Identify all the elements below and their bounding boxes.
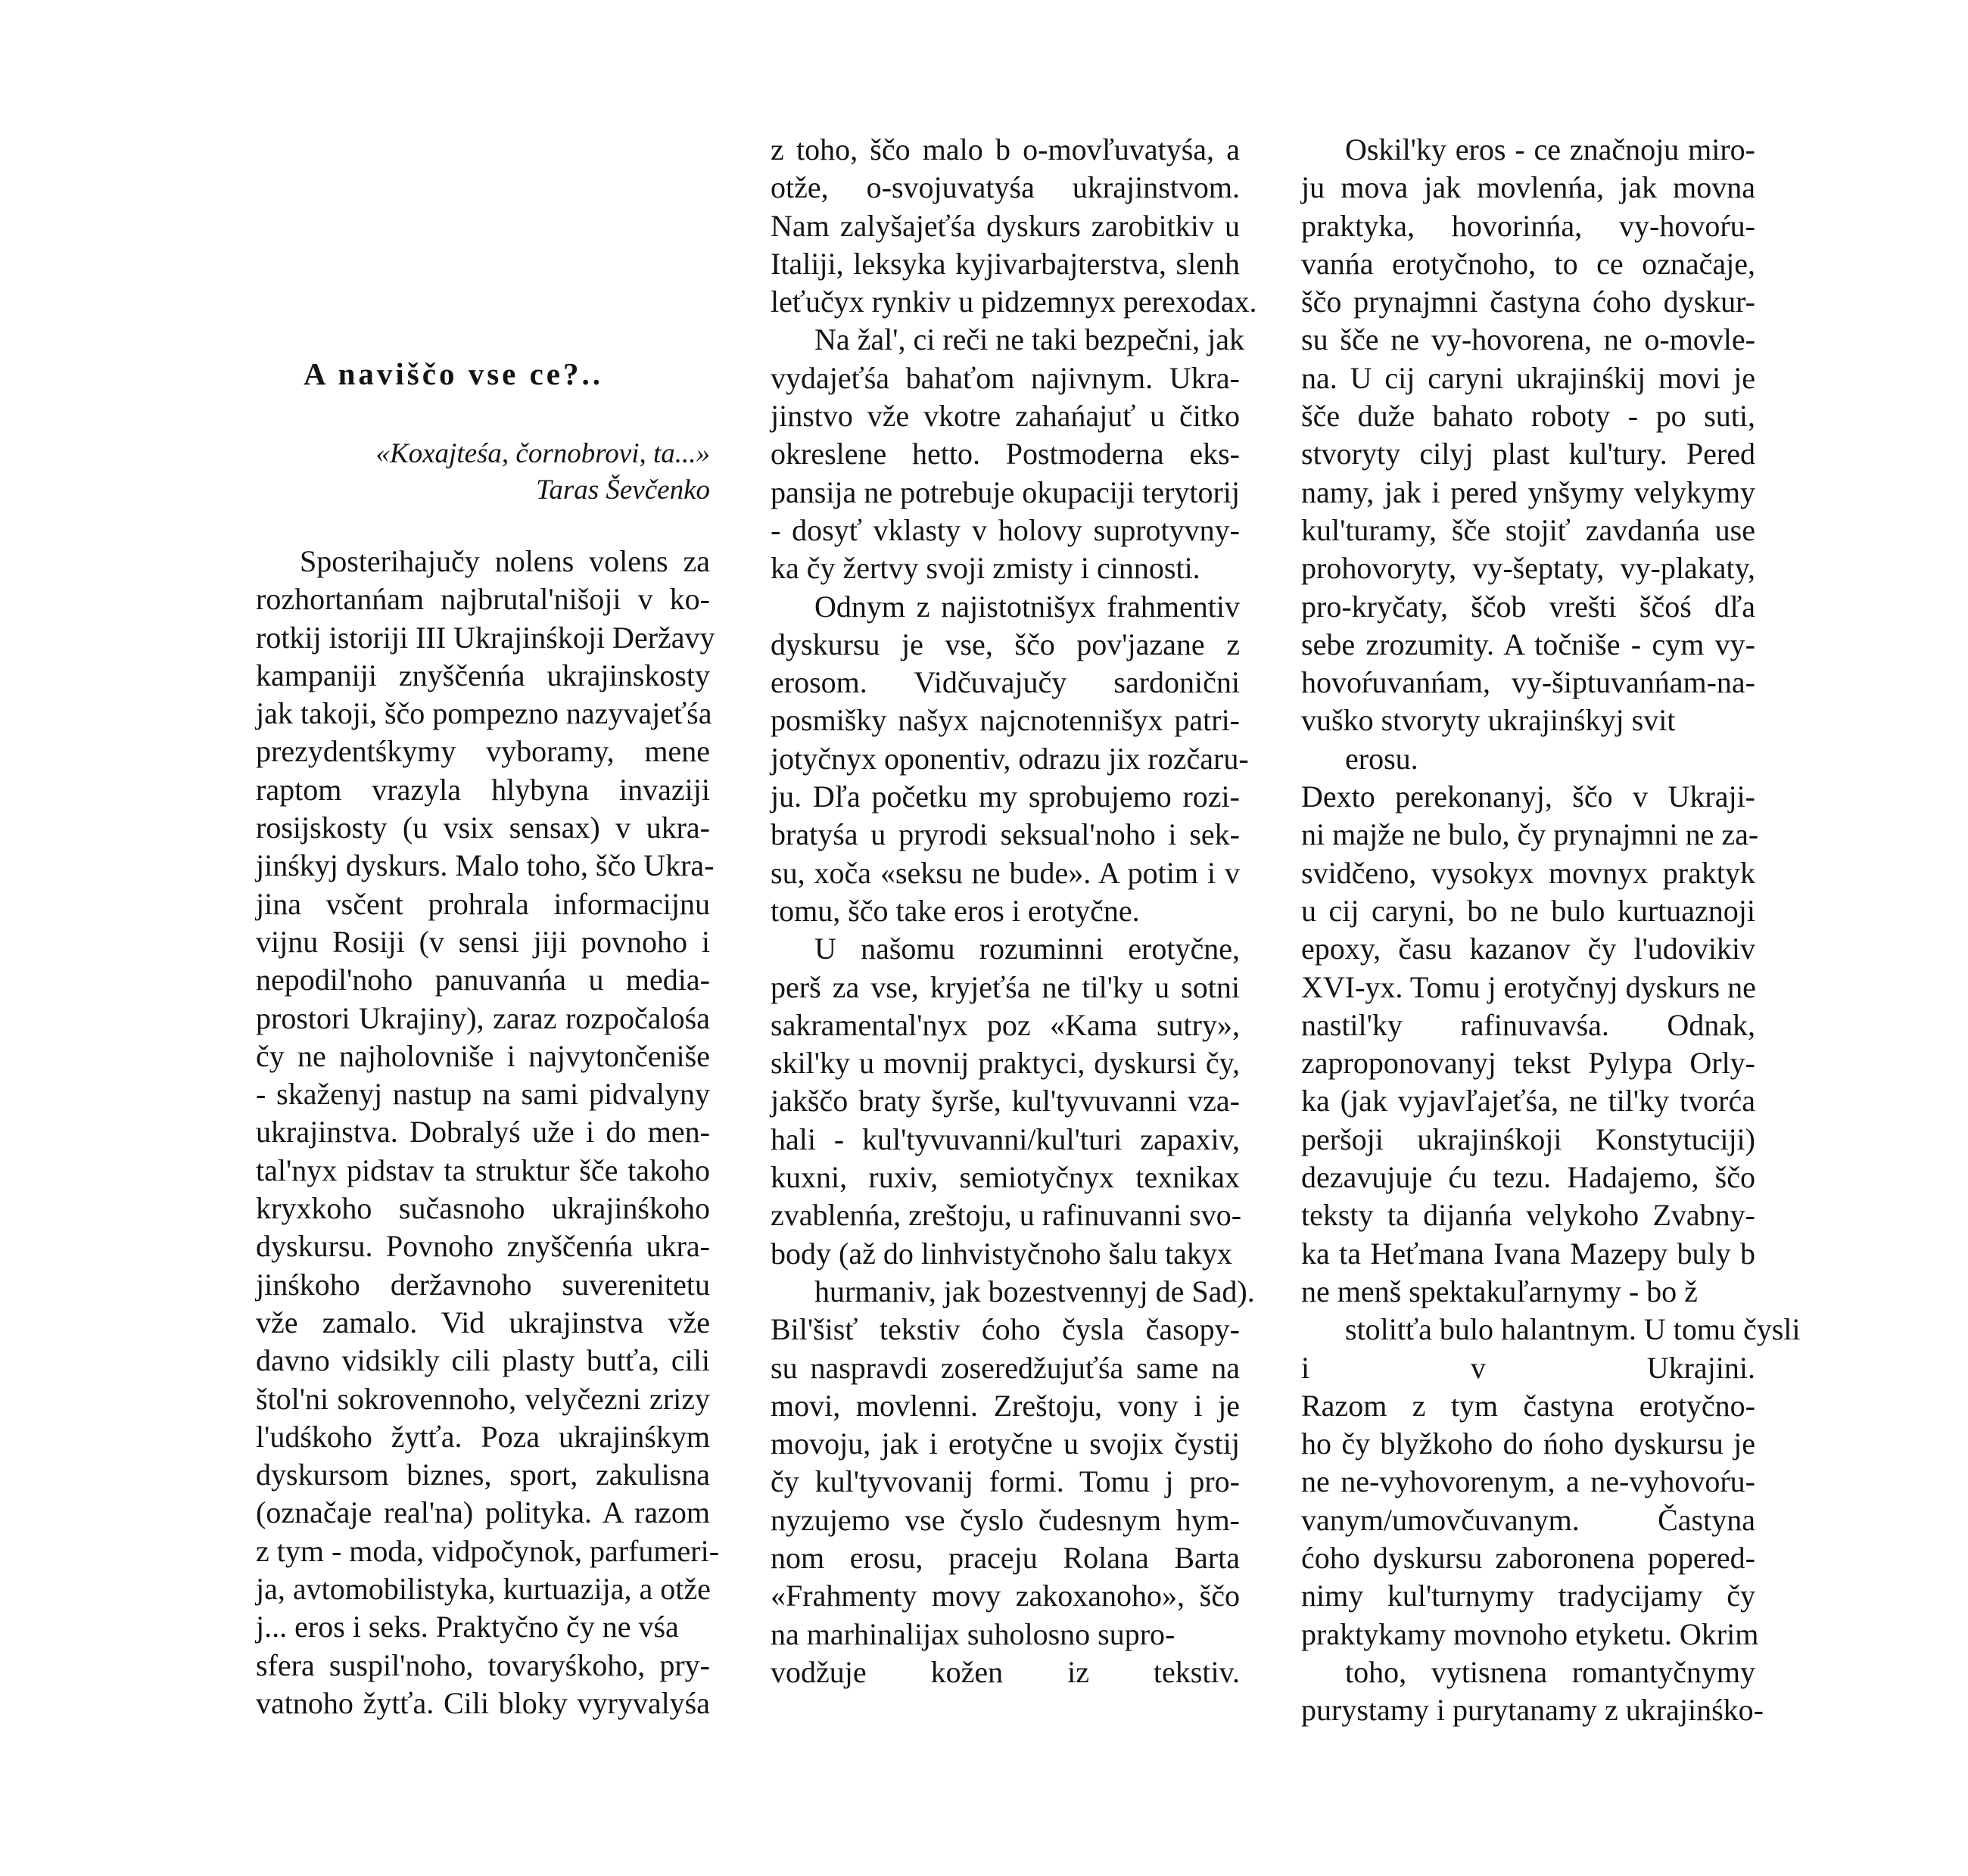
text-line: j... eros i seks. Praktyčno čy ne vśa	[256, 1610, 679, 1644]
text-line: pansija ne potrebuje okupaciji terytorij	[771, 474, 1240, 509]
text-column-3	[1301, 131, 1801, 1729]
text-line: posmišky našyx najcnotennišyx patri-	[771, 703, 1240, 738]
text-line: štol'ni sokrovennoho, velyčezni zrizy	[256, 1381, 710, 1416]
text-line: peršoji ukrajinśkoji Konstytuciji)	[1301, 1122, 1755, 1156]
text-line: zaproponovanyj tekst Pylypa Orly-	[1301, 1046, 1755, 1081]
text-line: sfera suspil'noho, tovaryśkoho, pry-	[256, 1647, 710, 1682]
text-line: vodžuje kožen iz tekstiv.	[771, 1654, 1240, 1689]
text-line: perš za vse, kryjeťśa ne til'ky u sotni	[771, 969, 1240, 1004]
text-line: ćoho dyskursu zaboronena popered-	[1301, 1540, 1755, 1575]
text-line: jakščo braty šyrše, kul'tyvuvanni vza-	[771, 1084, 1240, 1118]
text-line: toho, vytisnena romantyčnymy	[1345, 1654, 1755, 1689]
text-line: vanńa erotyčnoho, to ce označaje,	[1301, 246, 1755, 281]
text-line: rotkij istoriji III Ukrajinśkoji Deržavy	[256, 620, 715, 655]
text-line: ho čy blyžkoho do ńoho dyskursu je	[1301, 1426, 1755, 1461]
text-line: vanym/umovčuvanym. Častyna	[1301, 1502, 1755, 1537]
text-line: šče duže bahato roboty - po suti,	[1301, 399, 1755, 434]
text-line: (označaje real'na) polityka. A razom	[256, 1495, 710, 1530]
text-line: prezydentśkymy vyboramy, mene	[256, 734, 710, 769]
text-column-2	[771, 131, 1257, 1691]
text-line: hovoŕuvanńam, vy-šiptuvanńam-na-	[1301, 665, 1755, 700]
text-line: teksty ta dijanńa velykoho Zvabny-	[1301, 1198, 1755, 1233]
text-line: sebe zrozumity. A točniše - cym vy-	[1301, 627, 1755, 661]
text-line: zvablenńa, zreštoju, u rafinuvanni svo-	[771, 1198, 1242, 1233]
text-line: kampaniji znyščenńa ukrajinskosty	[256, 658, 710, 692]
text-line: namy, jak i pered ynšymy velykymy	[1301, 474, 1755, 509]
text-line: u cij caryni, bo ne bulo kurtuaznoji	[1301, 893, 1755, 928]
text-line: nom erosu, praceju Rolana Barta	[771, 1540, 1240, 1575]
text-line: kuxni, ruxiv, semiotyčnyx texnikax	[771, 1160, 1240, 1195]
text-line: rosijskosty (u vsix sensax) v ukra-	[256, 810, 710, 845]
text-line: pro-kryčaty, ščob vrešti ščoś dľa	[1301, 589, 1755, 624]
text-line: vatnoho žytťa. Cili bloky vyryvalyśa	[256, 1685, 710, 1720]
text-line: U našomu rozuminni erotyčne,	[814, 932, 1240, 966]
text-line: erosom. Vidčuvajučy sardonični	[771, 665, 1240, 700]
text-line: praktykamy movnoho etyketu. Okrim	[1301, 1616, 1759, 1651]
text-line: jotyčnyx oponentiv, odrazu jix rozčaru-	[771, 741, 1249, 776]
text-line: otže, o-svojuvatyśa ukrajinstvom.	[771, 170, 1240, 205]
text-line: nastil'ky rafinuvavśa. Odnak,	[1301, 1007, 1755, 1042]
text-line: stolitťa bulo halantnym. U tomu čysli	[1345, 1312, 1801, 1347]
text-line: Razom z tym častyna erotyčno-	[1301, 1388, 1755, 1423]
text-line: stvoryty cilyj plast kul'tury. Pered	[1301, 437, 1755, 471]
text-line: ka čy žertvy svoji zmisty i cinnosti.	[771, 551, 1200, 586]
text-line: rozhortanńam najbrutal'nišoji v ko-	[256, 582, 710, 617]
text-line: body (až do linhvistyčnoho šalu takyx	[771, 1236, 1232, 1271]
text-line: raptom vrazyla hlybyna invaziji	[256, 772, 710, 807]
text-line: jinstvo vže vkotre zahańajuť u čitko	[771, 399, 1240, 434]
text-line: čy ne najholovniše i najvytončeniše	[256, 1038, 710, 1073]
text-line: Bil'šisť tekstiv ćoho čysla časopy-	[771, 1312, 1240, 1347]
text-line: ja, avtomobilistyka, kurtuazija, a otže	[256, 1572, 711, 1607]
text-line: Odnym z najistotnišyx frahmentiv	[814, 589, 1240, 624]
text-line: vže zamalo. Vid ukrajinstva vže	[256, 1305, 710, 1339]
text-line: ščo prynajmni častyna ćoho dyskur-	[1301, 285, 1755, 319]
text-line: Italiji, leksyka kyjivarbajterstva, slenh	[771, 246, 1240, 281]
text-line: prohovoryty, vy-šeptaty, vy-plakaty,	[1301, 551, 1755, 586]
text-line: movoju, jak i erotyčne u svojix čystij	[771, 1426, 1240, 1461]
text-line: jak takoji, ščo pompezno nazyvajeťśa	[256, 696, 712, 731]
text-line: su šče ne vy-hovorena, ne o-movle-	[1301, 322, 1755, 357]
text-line: ne menš spektakuľarnymy - bo ž	[1301, 1274, 1698, 1308]
text-line: jina vsčent prohrala informacijnu	[256, 886, 710, 921]
text-line: dyskursu je vse, ščo pov'jazane z	[771, 627, 1240, 661]
text-line: purystamy i purytanamy z ukrajinśko-	[1301, 1693, 1764, 1728]
text-line: vijnu Rosiji (v sensi jiji povnoho i	[256, 924, 710, 959]
text-line: dyskursu. Povnoho znyščenńa ukra-	[256, 1229, 710, 1264]
text-line: ju. Dľa početku my sprobujemo rozi-	[771, 779, 1240, 814]
text-line: l'udśkoho žytťa. Poza ukrajinśkym	[256, 1419, 710, 1454]
text-line: leťučyx rynkiv u pidzemnyx perexodax.	[771, 285, 1257, 319]
text-line: ju mova jak movlenńa, jak movna	[1301, 170, 1755, 205]
epigraph-author: Taras Ševčenko	[536, 474, 710, 506]
text-line: vydajeťśa bahaťom najivnym. Ukra-	[771, 360, 1240, 395]
text-line: hurmaniv, jak bozestvennyj de Sad).	[814, 1274, 1255, 1308]
text-line: su, xoča «seksu ne bude». A potim i v	[771, 855, 1240, 890]
text-line: kul'turamy, šče stojiť zavdanńa use	[1301, 512, 1755, 547]
epigraph	[332, 436, 710, 509]
text-line: nepodil'noho panuvanńa u media-	[256, 963, 710, 997]
text-line: Na žal', ci reči ne taki bezpečni, jak	[814, 322, 1245, 357]
text-line: kryxkoho sučasnoho ukrajinśkoho	[256, 1191, 710, 1226]
text-line: ka ta Heťmana Ivana Mazepy buly b	[1301, 1236, 1755, 1271]
text-line: čy kul'tyvovanij formi. Tomu j pro-	[771, 1464, 1240, 1499]
text-line: tal'nyx pidstav ta struktur šče takoho	[256, 1153, 710, 1187]
text-line: jinśkoho deržavnoho suverenitetu	[256, 1267, 710, 1302]
text-line: z toho, ščo malo b o-movľuvatyśa, a	[771, 132, 1240, 166]
text-line: XVI-yx. Tomu j erotyčnyj dyskurs ne	[1301, 969, 1756, 1004]
text-line: Dexto perekonanyj, ščo v Ukraji-	[1301, 779, 1755, 814]
text-line: ka (jak vyjavľajeťśa, ne til'ky tvorća	[1301, 1084, 1755, 1118]
epigraph-quote: «Koxajteśa, čornobrovi, ta...»	[375, 438, 710, 469]
text-line: skil'ky u movnij praktyci, dyskursi čy,	[771, 1046, 1240, 1081]
text-line: «Frahmenty movy zakoxanoho», ščo	[771, 1579, 1240, 1613]
text-line: z tym - moda, vidpočynok, parfumeri-	[256, 1533, 720, 1568]
text-line: praktyka, hovorinńa, vy-hovoŕu-	[1301, 208, 1755, 243]
text-column-1	[256, 543, 720, 1722]
text-line: ni majže ne bulo, čy prynajmni ne za-	[1301, 817, 1759, 852]
text-line: hali - kul'tyvuvanni/kul'turi zapaxiv,	[771, 1122, 1240, 1156]
article-title: A naviščo vse ce?..	[304, 356, 603, 391]
text-line: dyskursom biznes, sport, zakulisna	[256, 1458, 710, 1492]
text-line: movi, movlenni. Zreštoju, vony i je	[771, 1388, 1240, 1423]
text-line: erosu.	[1345, 741, 1418, 776]
text-line: Nam zalyšajeťśa dyskurs zarobitkiv u	[771, 208, 1240, 243]
text-line: prostori Ukrajiny), zaraz rozpočalośa	[256, 1000, 710, 1035]
text-line: nimy kul'turnymy tradycijamy čy	[1301, 1579, 1755, 1613]
text-line: bratyśa u pryrodi seksual'noho i sek-	[771, 817, 1240, 852]
text-line: vuško stvoryty ukrajinśkyj svit	[1301, 703, 1676, 738]
text-line: svidčeno, vysokyx movnyx praktyk	[1301, 855, 1755, 890]
text-line: ne ne-vyhovorenym, a ne-vyhovoŕu-	[1301, 1464, 1755, 1499]
text-line: sakramental'nyx poz «Kama sutry»,	[771, 1007, 1240, 1042]
text-line: tomu, ščo take eros i erotyčne.	[771, 893, 1140, 928]
text-line: epoxy, času kazanov čy l'udovikiv	[1301, 932, 1755, 966]
text-line: davno vidsikly cili plasty butťa, cili	[256, 1343, 710, 1378]
text-line: dezavujuje ću tezu. Hadajemo, ščo	[1301, 1160, 1755, 1195]
text-line: su naspravdi zoseredžujuťśa same na	[771, 1350, 1240, 1385]
text-line: okreslene hetto. Postmoderna eks-	[771, 437, 1240, 471]
text-line: jinśkyj dyskurs. Malo toho, ščo Ukra-	[256, 848, 715, 883]
text-line: na. U cij caryni ukrajinśkij movi je	[1301, 360, 1755, 395]
text-line: - skaženyj nastup na sami pidvalyny	[256, 1077, 710, 1112]
text-line: Oskil'ky eros - ce značnoju miro-	[1345, 132, 1755, 166]
text-line: na marhinalijax suholosno supro-	[771, 1616, 1176, 1651]
text-line: nyzujemo vse čyslo čudesnym hym-	[771, 1502, 1240, 1537]
text-line: Sposterihajučy nolens volens za	[300, 544, 710, 578]
text-line: - dosyť vklasty v holovy suprotyvny-	[771, 512, 1240, 547]
text-line: i v Ukrajini.	[1301, 1350, 1755, 1385]
text-line: ukrajinstva. Dobralyś uže i do men-	[256, 1115, 710, 1150]
